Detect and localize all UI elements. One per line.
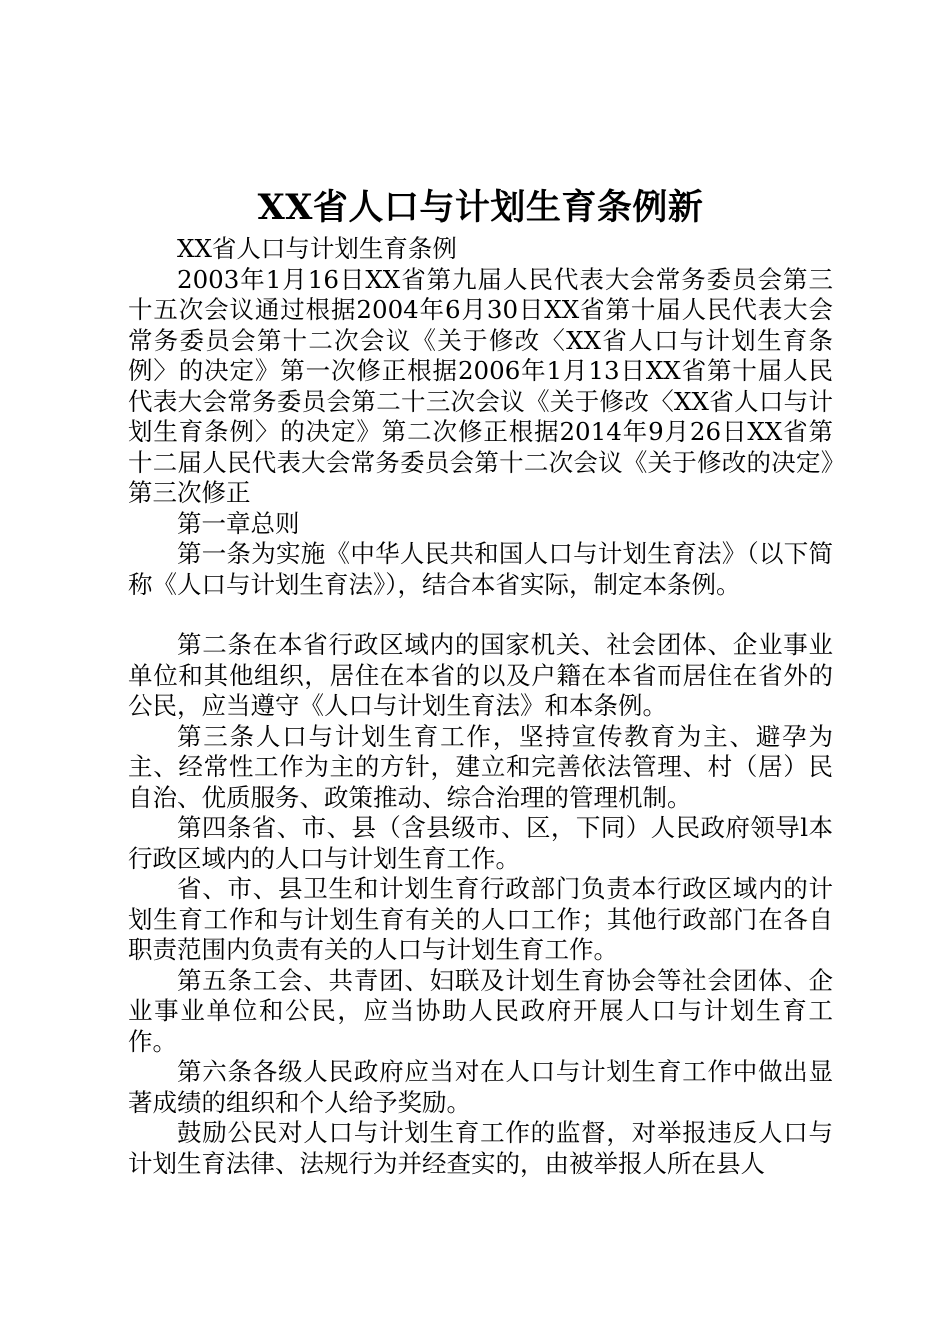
document-body	[128, 234, 833, 1179]
paragraph-article-1: 第一条为实施《中华人民共和国人口与计划生育法》（以下简称《人口与计划生育法》），结合本省实际，制定本条例。	[128, 539, 833, 599]
paragraph-article-4: 第四条省、市、县（含县级市、区，下同）人民政府领导l本行政区域内的人口与计划生育工作。	[128, 813, 833, 873]
document-page	[128, 180, 833, 1179]
paragraph-article-6-clause: 鼓励公民对人口与计划生育工作的监督，对举报违反人口与计划生育法律、法规行为并经查实的，由被举报人所在县人	[128, 1118, 833, 1178]
paragraph-law-name: XX省人口与计划生育条例	[177, 234, 457, 263]
paragraph-article-2: 第二条在本省行政区域内的国家机关、社会团体、企业事业单位和其他组织，居住在本省的以及户籍在本省而居住在省外的公民，应当遵守《人口与计划生育法》和本条例。	[128, 630, 833, 720]
paragraph-article-6: 第六条各级人民政府应当对在人口与计划生育工作中做出显著成绩的组织和个人给予奖励。	[128, 1057, 833, 1117]
document-title: XX省人口与计划生育条例新	[257, 187, 704, 228]
paragraph-chapter-heading: 第一章总则	[177, 508, 300, 538]
paragraph-article-5: 第五条工会、共青团、妇联及计划生育协会等社会团体、企业事业单位和公民，应当协助人民政府开展人口与计划生育工作。	[128, 965, 833, 1056]
paragraph-adoption-history: 2003年1月16日XX省第九届人民代表大会常务委员会第三十五次会议通过根据2004年6月30日XX省第十届人民代表大会常务委员会第十二次会议《关于修改〈XX省人口与计划生育条例〉的决定》第一次修正根据2006年1月13日XX省第十届人民代表大会常务委员会第二十三次会议《关于修改〈XX省人口与计划生育条例〉的决定》第二次修正根据2014年9月26日XX省第十二届人民代表大会常务委员会第十二次会议《关于修改的决定》第三次修正	[128, 264, 833, 507]
paragraph-article-4-clause: 省、市、县卫生和计划生育行政部门负责本行政区域内的计划生育工作和与计划生育有关的人口工作；其他行政部门在各自职责范围内负责有关的人口与计划生育工作。	[128, 874, 833, 964]
paragraph-article-3: 第三条人口与计划生育工作，坚持宣传教育为主、避孕为主、经常性工作为主的方针，建立和完善依法管理、村（居）民自治、优质服务、政策推动、综合治理的管理机制。	[128, 721, 833, 812]
